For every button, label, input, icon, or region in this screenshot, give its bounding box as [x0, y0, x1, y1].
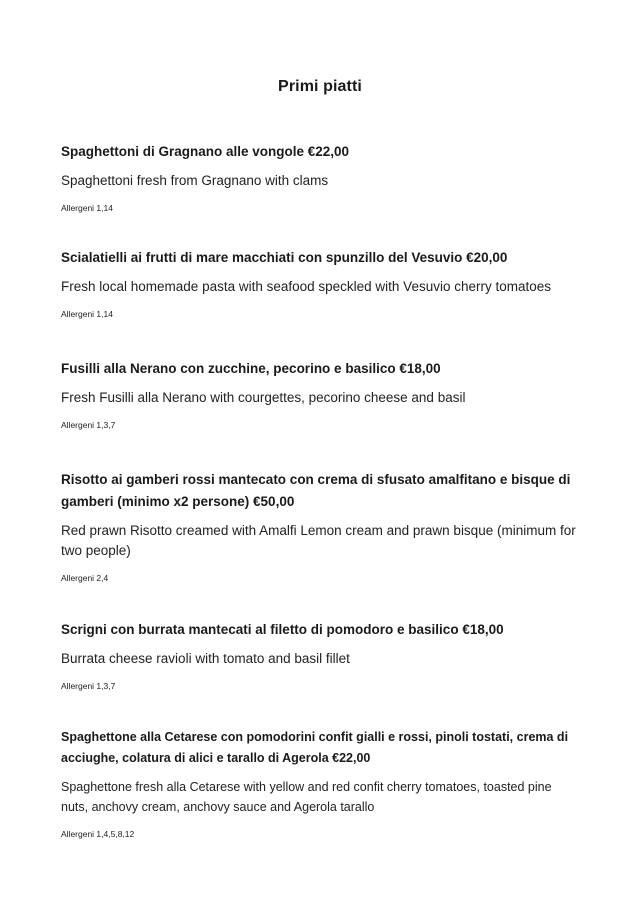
dish-allergens: Allergeni 2,4	[61, 573, 109, 583]
dish-allergens: Allergeni 1,14	[61, 203, 113, 213]
page-title: Primi piatti	[278, 78, 362, 95]
dish-name: Spaghettone alla Cetarese con pomodorini confit gialli e rossi, pinoli tostati, crema di acciughe, colatura di alici e tarallo di Agerola €22,00	[61, 730, 569, 765]
menu-item	[61, 358, 581, 430]
dish-description: Red prawn Risotto creamed with Amalfi Lemon cream and prawn bisque (minimum for two people)	[61, 523, 576, 558]
menu-item	[61, 141, 581, 213]
dish-allergens: Allergeni 1,3,7	[61, 681, 116, 691]
dish-allergens: Allergeni 1,14	[61, 309, 113, 319]
menu-item	[61, 727, 581, 839]
dish-description: Spaghettoni fresh from Gragnano with clams	[61, 173, 329, 188]
dish-name: Scrigni con burrata mantecati al filetto di pomodoro e basilico €18,00	[61, 622, 504, 637]
dish-description: Burrata cheese ravioli with tomato and basil fillet	[61, 651, 350, 666]
menu-item	[61, 619, 581, 691]
dish-allergens: Allergeni 1,4,5,8,12	[61, 829, 135, 839]
dish-name: Fusilli alla Nerano con zucchine, pecorino e basilico €18,00	[61, 361, 441, 376]
dish-name: Spaghettoni di Gragnano alle vongole €22,00	[61, 144, 350, 159]
dish-description: Fresh local homemade pasta with seafood speckled with Vesuvio cherry tomatoes	[61, 279, 552, 294]
dish-name: Scialatielli ai frutti di mare macchiati con spunzillo del Vesuvio €20,00	[61, 250, 508, 265]
dish-description: Spaghettone fresh alla Cetarese with yellow and red confit cherry tomatoes, toasted pine nuts, anchovy cream, anchovy sauce and Agerola tarallo	[61, 780, 552, 814]
menu-item	[61, 247, 581, 319]
menu-item	[61, 469, 581, 583]
dish-allergens: Allergeni 1,3,7	[61, 420, 116, 430]
dish-name: Risotto ai gamberi rossi mantecato con crema di sfusato amalfitano e bisque di gamberi (minimo x2 persone) €50,00	[61, 472, 571, 509]
dish-description: Fresh Fusilli alla Nerano with courgettes, pecorino cheese and basil	[61, 390, 466, 405]
